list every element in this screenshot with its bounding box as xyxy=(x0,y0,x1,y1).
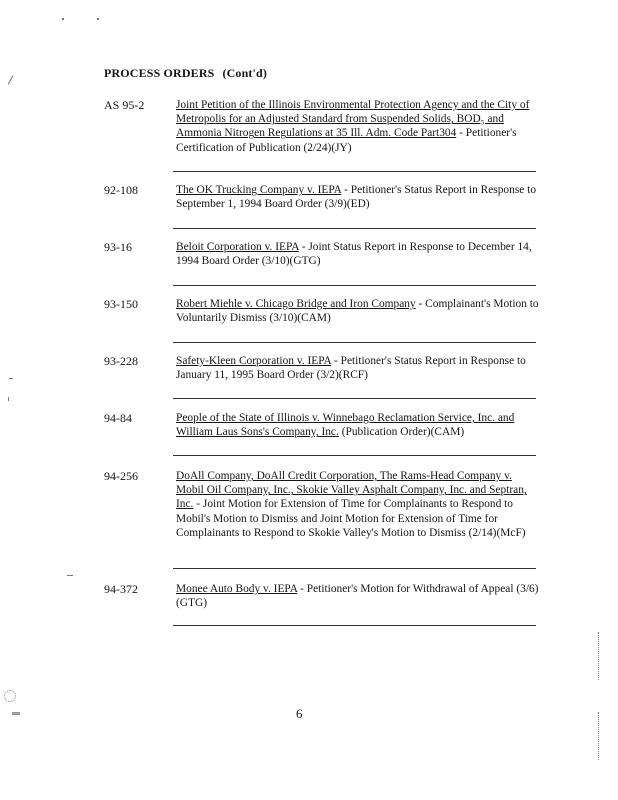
entry-divider xyxy=(173,285,536,286)
scan-smudge xyxy=(4,690,16,702)
entry-divider xyxy=(173,228,536,229)
docket-number: AS 95-2 xyxy=(104,98,145,112)
section-heading xyxy=(104,66,267,81)
heading-title: PROCESS ORDERS xyxy=(104,66,215,80)
case-detail: (Publication Order)(CAM) xyxy=(338,426,465,439)
entry-divider xyxy=(173,625,536,626)
heading-continued: (Cont'd) xyxy=(222,66,268,80)
scan-edge-line xyxy=(598,712,600,760)
entry-description xyxy=(176,469,541,540)
docket-number: 93-228 xyxy=(104,354,138,368)
case-detail: - Joint Motion for Extension of Time for Complainants to Respond to Mobil's Motion to Dismiss and Joint Motion for Extension of Time for Complainants to Respond to Skokie Valley's Motion to Dismiss (2/14)(McF) xyxy=(176,498,526,539)
case-title: Safety-Kleen Corporation v. IEPA xyxy=(176,355,332,367)
entry-description xyxy=(176,354,541,382)
entry-description xyxy=(176,98,541,155)
scan-mark xyxy=(9,378,13,379)
scan-mark xyxy=(8,75,14,84)
case-title: Robert Miehle v. Chicago Bridge and Iron Company xyxy=(176,298,416,310)
case-detail: - Petitioner's Certification of Publication (2/24)(JY) xyxy=(176,127,517,154)
entry-divider xyxy=(173,568,536,569)
case-detail: - Complainant's Motion to Voluntarily Dismiss (3/10)(CAM) xyxy=(176,298,539,325)
scan-speck xyxy=(97,18,99,20)
scan-mark xyxy=(67,575,73,576)
case-title: Beloit Corporation v. IEPA xyxy=(176,241,299,253)
scan-edge-line xyxy=(598,632,600,680)
docket-number: 92-108 xyxy=(104,183,138,197)
entry-description xyxy=(176,240,541,268)
docket-number: 94-256 xyxy=(104,469,138,483)
entry-description xyxy=(176,297,541,325)
scan-smudge xyxy=(12,712,20,715)
scan-speck xyxy=(62,18,64,20)
case-title: Joint Petition of the Illinois Environmental Protection Agency and the City of Metropolis for an Adjusted Standard from Suspended Solids, BOD₅ and Ammonia Nitrogen Regulations at 35 Ill. Adm. Code Part304 xyxy=(176,99,530,140)
case-detail: - Joint Status Report in Response to December 14, 1994 Board Order (3/10)(GTG) xyxy=(176,241,532,268)
entry-divider xyxy=(173,171,536,172)
entry-divider xyxy=(173,398,536,399)
docket-number: 94-372 xyxy=(104,582,138,596)
docket-number: 94-84 xyxy=(104,411,132,425)
case-detail: - Petitioner's Status Report in Response to January 11, 1995 Board Order (3/2)(RCF) xyxy=(176,355,526,382)
entry-description xyxy=(176,582,541,610)
entry-description xyxy=(176,183,541,211)
case-title: Monee Auto Body v. IEPA xyxy=(176,583,298,595)
page-number: 6 xyxy=(296,706,303,721)
docket-number: 93-150 xyxy=(104,297,138,311)
case-detail: - Petitioner's Status Report in Response to September 1, 1994 Board Order (3/9)(ED) xyxy=(176,184,537,211)
case-title: DoAll Company, DoAll Credit Corporation, The Rams-Head Company v. Mobil Oil Company, Inc., Skokie Valley Asphalt Company, Inc. and Septran, Inc. xyxy=(176,470,527,511)
entry-divider xyxy=(173,342,536,343)
scan-mark xyxy=(8,397,9,401)
docket-number: 93-16 xyxy=(104,240,132,254)
case-title: People of the State of Illinois v. Winnebago Reclamation Service, Inc. and William Laus Sons's Company, Inc. xyxy=(176,412,515,439)
case-detail: - Petitioner's Motion for Withdrawal of Appeal (3/6)(GTG) xyxy=(176,583,539,610)
entry-description xyxy=(176,411,541,439)
case-title: The OK Trucking Company v. IEPA xyxy=(176,184,342,196)
entry-divider xyxy=(173,455,536,456)
